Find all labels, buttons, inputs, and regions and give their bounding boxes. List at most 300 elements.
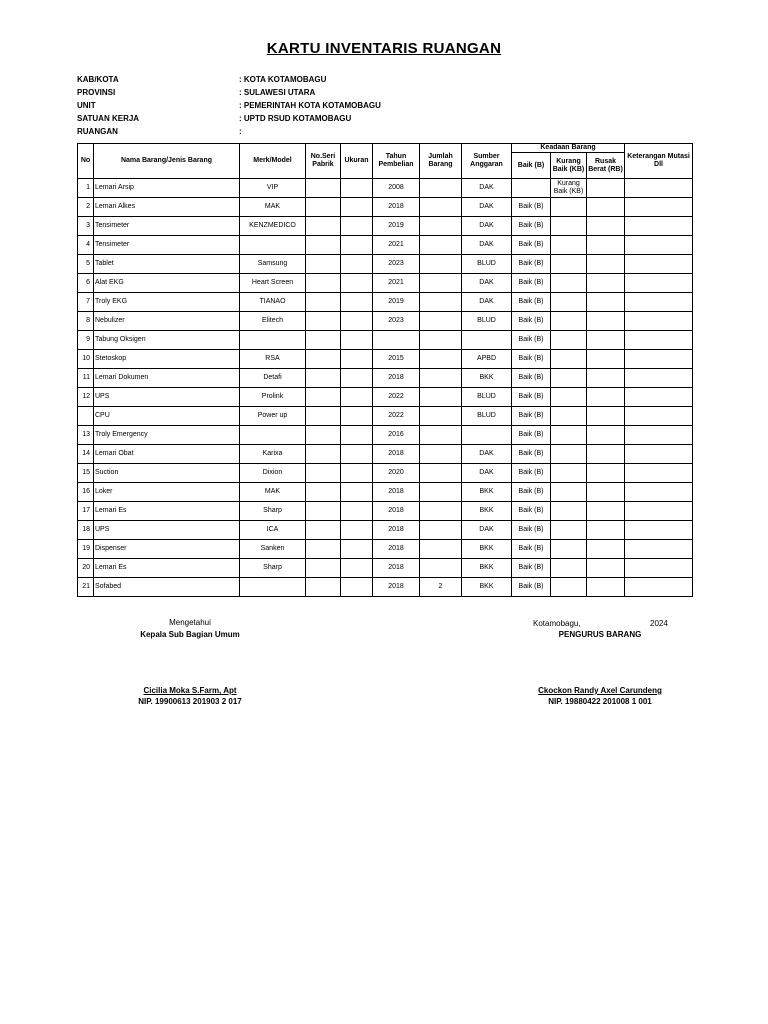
item-remarks — [625, 274, 693, 293]
item-name: Troly Emergency — [94, 426, 240, 445]
item-name: Lemari Alkes — [94, 198, 240, 217]
table-row — [78, 350, 693, 369]
signature-left-name: Cicilia Moka S.Farm, Apt — [143, 686, 237, 695]
item-budget-source: BKK — [462, 369, 512, 388]
item-remarks — [625, 559, 693, 578]
item-year: 2023 — [373, 312, 420, 331]
item-serial — [306, 293, 341, 312]
item-serial — [306, 236, 341, 255]
table-row — [78, 274, 693, 293]
inventory-table — [77, 143, 693, 597]
row-number: 1 — [78, 179, 94, 198]
item-brand: ICA — [240, 521, 306, 540]
condition-fair — [551, 464, 587, 483]
item-size — [341, 198, 373, 217]
item-name: Tensimeter — [94, 236, 240, 255]
item-year: 2021 — [373, 236, 420, 255]
item-name: Lemari Obat — [94, 445, 240, 464]
item-budget-source: DAK — [462, 198, 512, 217]
item-serial — [306, 502, 341, 521]
item-name: Alat EKG — [94, 274, 240, 293]
row-number: 14 — [78, 445, 94, 464]
condition-fair — [551, 578, 587, 597]
item-size — [341, 331, 373, 350]
item-serial — [306, 388, 341, 407]
item-budget-source: DAK — [462, 274, 512, 293]
item-remarks — [625, 578, 693, 597]
condition-good: Baik (B) — [512, 198, 551, 217]
signature-right-place: Kotamobagu, — [533, 619, 581, 628]
condition-good: Baik (B) — [512, 483, 551, 502]
item-brand: VIP — [240, 179, 306, 198]
condition-damaged — [587, 331, 625, 350]
condition-damaged — [587, 217, 625, 236]
info-label: PROVINSI — [77, 88, 116, 97]
condition-damaged — [587, 388, 625, 407]
condition-fair — [551, 388, 587, 407]
item-serial — [306, 274, 341, 293]
item-quantity — [420, 464, 462, 483]
item-size — [341, 540, 373, 559]
row-number: 12 — [78, 388, 94, 407]
item-brand: Elitech — [240, 312, 306, 331]
condition-damaged — [587, 578, 625, 597]
item-serial — [306, 540, 341, 559]
table-row — [78, 179, 693, 198]
info-label: RUANGAN — [77, 127, 118, 136]
item-size — [341, 464, 373, 483]
row-number: 21 — [78, 578, 94, 597]
item-name: Troly EKG — [94, 293, 240, 312]
item-quantity — [420, 350, 462, 369]
condition-good: Baik (B) — [512, 369, 551, 388]
item-remarks — [625, 369, 693, 388]
condition-damaged — [587, 426, 625, 445]
header-nama-barang: Nama Barang/Jenis Barang — [94, 144, 240, 179]
info-value: : — [239, 127, 242, 136]
item-name: UPS — [94, 521, 240, 540]
item-quantity — [420, 179, 462, 198]
item-budget-source: BKK — [462, 502, 512, 521]
condition-good: Baik (B) — [512, 388, 551, 407]
item-brand: Sanken — [240, 540, 306, 559]
row-number: 11 — [78, 369, 94, 388]
condition-good: Baik (B) — [512, 445, 551, 464]
item-quantity — [420, 312, 462, 331]
item-size — [341, 255, 373, 274]
condition-good: Baik (B) — [512, 578, 551, 597]
signature-right-role: PENGURUS BARANG — [558, 630, 642, 639]
condition-good: Baik (B) — [512, 293, 551, 312]
item-year: 2020 — [373, 464, 420, 483]
condition-good: Baik (B) — [512, 331, 551, 350]
condition-good: Baik (B) — [512, 521, 551, 540]
condition-good: Baik (B) — [512, 559, 551, 578]
item-budget-source: DAK — [462, 236, 512, 255]
item-year: 2018 — [373, 502, 420, 521]
row-number: 19 — [78, 540, 94, 559]
item-size — [341, 483, 373, 502]
table-row — [78, 407, 693, 426]
item-brand: Sharp — [240, 502, 306, 521]
condition-fair — [551, 559, 587, 578]
item-budget-source: DAK — [462, 179, 512, 198]
item-remarks — [625, 350, 693, 369]
item-year — [373, 331, 420, 350]
item-budget-source: BKK — [462, 578, 512, 597]
item-quantity — [420, 502, 462, 521]
item-brand — [240, 331, 306, 350]
info-value: : SULAWESI UTARA — [239, 88, 316, 97]
item-brand: TIANAO — [240, 293, 306, 312]
item-brand: Detafi — [240, 369, 306, 388]
item-brand — [240, 578, 306, 597]
condition-good: Baik (B) — [512, 540, 551, 559]
row-number: 13 — [78, 426, 94, 445]
table-row — [78, 426, 693, 445]
item-budget-source: APBD — [462, 350, 512, 369]
item-remarks — [625, 483, 693, 502]
item-size — [341, 217, 373, 236]
item-name: Lemari Es — [94, 559, 240, 578]
item-brand — [240, 426, 306, 445]
item-quantity — [420, 331, 462, 350]
item-serial — [306, 198, 341, 217]
condition-fair — [551, 236, 587, 255]
signature-right-name: Ckockon Randy Axel Carundeng — [538, 686, 662, 695]
item-serial — [306, 559, 341, 578]
item-brand: Heart Screen — [240, 274, 306, 293]
item-brand: MAK — [240, 483, 306, 502]
row-number — [78, 407, 94, 426]
item-budget-source: BLUD — [462, 388, 512, 407]
info-value: : PEMERINTAH KOTA KOTAMOBAGU — [239, 101, 381, 110]
condition-damaged — [587, 502, 625, 521]
item-name: Tensimeter — [94, 217, 240, 236]
item-name: Tabung Oksigen — [94, 331, 240, 350]
item-year: 2008 — [373, 179, 420, 198]
item-remarks — [625, 426, 693, 445]
item-year: 2018 — [373, 445, 420, 464]
item-brand: Power up — [240, 407, 306, 426]
condition-damaged — [587, 350, 625, 369]
row-number: 2 — [78, 198, 94, 217]
item-name: Stetoskop — [94, 350, 240, 369]
table-row — [78, 521, 693, 540]
condition-damaged — [587, 255, 625, 274]
condition-fair — [551, 369, 587, 388]
item-brand — [240, 236, 306, 255]
table-row — [78, 217, 693, 236]
header-kurang-baik: Kurang Baik (KB) — [551, 153, 587, 179]
item-remarks — [625, 255, 693, 274]
info-value: : KOTA KOTAMOBAGU — [239, 75, 327, 84]
condition-fair — [551, 255, 587, 274]
item-year: 2022 — [373, 407, 420, 426]
condition-fair: Kurang Baik (KB) — [551, 179, 587, 198]
item-budget-source: DAK — [462, 293, 512, 312]
item-serial — [306, 464, 341, 483]
item-quantity — [420, 483, 462, 502]
info-label: UNIT — [77, 101, 96, 110]
condition-fair — [551, 483, 587, 502]
condition-fair — [551, 350, 587, 369]
item-name: UPS — [94, 388, 240, 407]
item-budget-source: BKK — [462, 483, 512, 502]
item-year: 2018 — [373, 483, 420, 502]
item-brand: Dixion — [240, 464, 306, 483]
item-budget-source: DAK — [462, 521, 512, 540]
condition-good: Baik (B) — [512, 217, 551, 236]
row-number: 8 — [78, 312, 94, 331]
condition-fair — [551, 426, 587, 445]
item-quantity — [420, 445, 462, 464]
item-budget-source — [462, 426, 512, 445]
item-name: Lemari Dokumen — [94, 369, 240, 388]
item-quantity — [420, 407, 462, 426]
item-quantity — [420, 255, 462, 274]
item-remarks — [625, 445, 693, 464]
item-year: 2015 — [373, 350, 420, 369]
item-year: 2018 — [373, 540, 420, 559]
item-size — [341, 521, 373, 540]
item-size — [341, 293, 373, 312]
item-size — [341, 502, 373, 521]
condition-fair — [551, 445, 587, 464]
item-remarks — [625, 540, 693, 559]
table-row — [78, 464, 693, 483]
item-remarks — [625, 464, 693, 483]
item-year: 2023 — [373, 255, 420, 274]
item-serial — [306, 483, 341, 502]
condition-good: Baik (B) — [512, 274, 551, 293]
item-year: 2018 — [373, 369, 420, 388]
item-remarks — [625, 521, 693, 540]
item-size — [341, 407, 373, 426]
condition-good: Baik (B) — [512, 426, 551, 445]
inventory-rows — [78, 179, 693, 597]
item-remarks — [625, 331, 693, 350]
condition-good — [512, 179, 551, 198]
item-brand: MAK — [240, 198, 306, 217]
header-baik: Baik (B) — [512, 153, 551, 179]
signature-right-nip: NIP. 19880422 201008 1 001 — [548, 697, 652, 706]
info-label: KAB/KOTA — [77, 75, 119, 84]
header-tahun: Tahun Pembelian — [373, 144, 420, 179]
item-remarks — [625, 388, 693, 407]
item-size — [341, 179, 373, 198]
item-brand: Prolink — [240, 388, 306, 407]
item-budget-source: DAK — [462, 445, 512, 464]
item-serial — [306, 179, 341, 198]
table-row — [78, 483, 693, 502]
table-row — [78, 255, 693, 274]
item-serial — [306, 331, 341, 350]
row-number: 4 — [78, 236, 94, 255]
header-keterangan: Keterangan Mutasi Dll — [625, 144, 693, 179]
header-ukuran: Ukuran — [341, 144, 373, 179]
item-year: 2016 — [373, 426, 420, 445]
table-row — [78, 540, 693, 559]
header-no-seri: No.Seri Pabrik — [306, 144, 341, 179]
item-name: Lemari Es — [94, 502, 240, 521]
item-year: 2018 — [373, 521, 420, 540]
item-name: Nebulizer — [94, 312, 240, 331]
row-number: 17 — [78, 502, 94, 521]
condition-good: Baik (B) — [512, 350, 551, 369]
item-size — [341, 350, 373, 369]
condition-damaged — [587, 521, 625, 540]
item-year: 2018 — [373, 559, 420, 578]
condition-good: Baik (B) — [512, 255, 551, 274]
condition-damaged — [587, 198, 625, 217]
item-budget-source: BLUD — [462, 255, 512, 274]
header-merk-model: Merk/Model — [240, 144, 306, 179]
row-number: 6 — [78, 274, 94, 293]
signature-right-year: 2024 — [650, 619, 668, 628]
condition-good: Baik (B) — [512, 502, 551, 521]
condition-fair — [551, 274, 587, 293]
item-quantity — [420, 198, 462, 217]
condition-fair — [551, 502, 587, 521]
condition-fair — [551, 521, 587, 540]
table-row — [78, 312, 693, 331]
item-budget-source: BLUD — [462, 407, 512, 426]
item-serial — [306, 369, 341, 388]
item-quantity — [420, 426, 462, 445]
header-sumber: Sumber Anggaran — [462, 144, 512, 179]
info-label: SATUAN KERJA — [77, 114, 140, 123]
item-size — [341, 578, 373, 597]
item-size — [341, 236, 373, 255]
item-year: 2022 — [373, 388, 420, 407]
item-size — [341, 388, 373, 407]
item-serial — [306, 426, 341, 445]
item-size — [341, 445, 373, 464]
condition-fair — [551, 540, 587, 559]
item-brand: Samsung — [240, 255, 306, 274]
row-number: 10 — [78, 350, 94, 369]
item-serial — [306, 445, 341, 464]
table-row — [78, 445, 693, 464]
item-remarks — [625, 217, 693, 236]
condition-fair — [551, 293, 587, 312]
item-name: Tablet — [94, 255, 240, 274]
info-value: : UPTD RSUD KOTAMOBAGU — [239, 114, 352, 123]
item-name: Loker — [94, 483, 240, 502]
item-serial — [306, 312, 341, 331]
condition-good: Baik (B) — [512, 407, 551, 426]
condition-fair — [551, 331, 587, 350]
item-quantity — [420, 521, 462, 540]
condition-damaged — [587, 312, 625, 331]
item-size — [341, 274, 373, 293]
item-remarks — [625, 179, 693, 198]
item-remarks — [625, 502, 693, 521]
header-keadaan-barang: Keadaan Barang — [512, 144, 625, 153]
item-brand: RSA — [240, 350, 306, 369]
item-serial — [306, 407, 341, 426]
signature-left-known: Mengetahui — [169, 618, 211, 627]
item-name: Dispenser — [94, 540, 240, 559]
table-row — [78, 236, 693, 255]
condition-fair — [551, 407, 587, 426]
row-number: 20 — [78, 559, 94, 578]
condition-damaged — [587, 407, 625, 426]
item-budget-source — [462, 331, 512, 350]
item-size — [341, 369, 373, 388]
table-row — [78, 388, 693, 407]
item-year: 2019 — [373, 217, 420, 236]
condition-damaged — [587, 540, 625, 559]
item-budget-source: BLUD — [462, 312, 512, 331]
item-size — [341, 426, 373, 445]
item-quantity — [420, 274, 462, 293]
item-quantity — [420, 293, 462, 312]
table-row — [78, 331, 693, 350]
item-serial — [306, 521, 341, 540]
header-jumlah: Jumlah Barang — [420, 144, 462, 179]
condition-damaged — [587, 236, 625, 255]
item-quantity — [420, 540, 462, 559]
item-serial — [306, 350, 341, 369]
table-row — [78, 198, 693, 217]
item-year: 2018 — [373, 198, 420, 217]
item-brand: KENZMEDICO — [240, 217, 306, 236]
item-remarks — [625, 407, 693, 426]
item-remarks — [625, 312, 693, 331]
condition-damaged — [587, 293, 625, 312]
row-number: 9 — [78, 331, 94, 350]
condition-damaged — [587, 369, 625, 388]
item-name: CPU — [94, 407, 240, 426]
item-name: Sofabed — [94, 578, 240, 597]
item-year: 2021 — [373, 274, 420, 293]
condition-damaged — [587, 559, 625, 578]
item-budget-source: BKK — [462, 540, 512, 559]
item-serial — [306, 255, 341, 274]
item-quantity — [420, 559, 462, 578]
item-budget-source: DAK — [462, 217, 512, 236]
condition-fair — [551, 198, 587, 217]
item-quantity: 2 — [420, 578, 462, 597]
row-number: 5 — [78, 255, 94, 274]
condition-damaged — [587, 464, 625, 483]
header-rusak-berat: Rusak Berat (RB) — [587, 153, 625, 179]
item-serial — [306, 217, 341, 236]
item-remarks — [625, 198, 693, 217]
condition-damaged — [587, 483, 625, 502]
header-no: No — [78, 144, 94, 179]
condition-good: Baik (B) — [512, 236, 551, 255]
condition-good: Baik (B) — [512, 464, 551, 483]
row-number: 18 — [78, 521, 94, 540]
condition-damaged — [587, 274, 625, 293]
item-size — [341, 312, 373, 331]
item-budget-source: BKK — [462, 559, 512, 578]
signature-left-role: Kepala Sub Bagian Umum — [140, 630, 240, 639]
condition-fair — [551, 312, 587, 331]
row-number: 3 — [78, 217, 94, 236]
item-brand: Karixa — [240, 445, 306, 464]
item-year: 2019 — [373, 293, 420, 312]
condition-fair — [551, 217, 587, 236]
condition-damaged — [587, 445, 625, 464]
item-quantity — [420, 236, 462, 255]
table-row — [78, 502, 693, 521]
item-remarks — [625, 293, 693, 312]
table-row — [78, 293, 693, 312]
